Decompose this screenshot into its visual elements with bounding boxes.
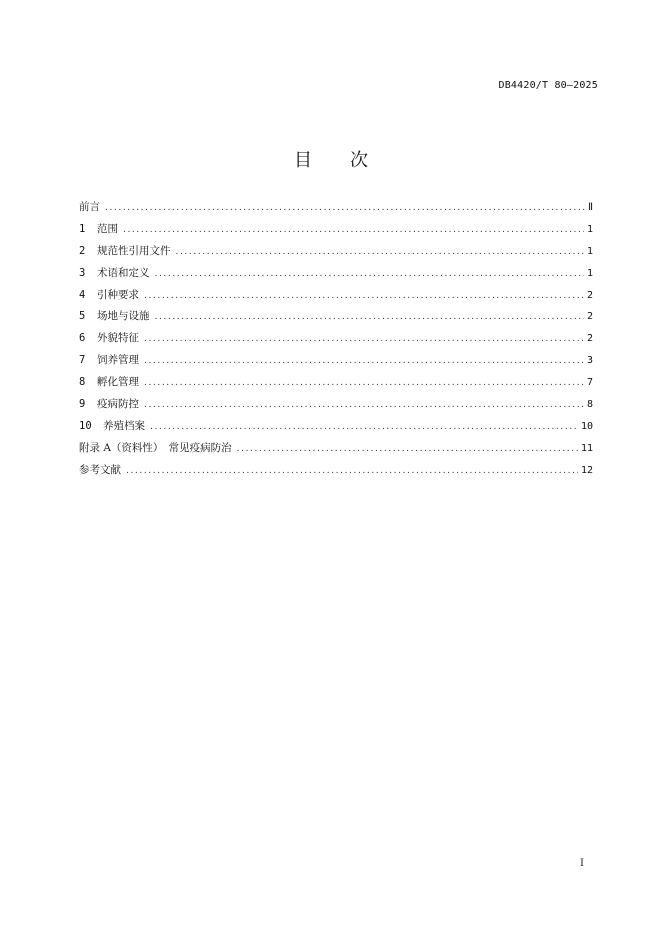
toc-leader-dots (105, 200, 585, 216)
toc-entry-number: 7 (79, 354, 86, 367)
toc-entry-scope[interactable] (79, 221, 593, 243)
toc-entry-number: 2 (79, 244, 86, 257)
toc-entry-page: 2 (586, 311, 593, 323)
toc-entry-label: 饲养管理 (97, 354, 139, 367)
toc-entry-feeding-management[interactable] (79, 352, 593, 374)
toc-title (0, 146, 662, 172)
toc-leader-dots (123, 222, 584, 238)
toc-leader-dots (150, 419, 578, 435)
toc-leader-dots (126, 463, 578, 479)
toc-entry-normative-references[interactable] (79, 243, 593, 265)
toc-entry-number: 4 (79, 288, 86, 301)
toc-entry-label: 养殖档案 (103, 419, 145, 432)
toc-entry-page: 2 (586, 333, 593, 345)
toc-entry-number: 8 (79, 376, 86, 389)
toc-entry-label: 参考文献 (79, 463, 121, 476)
toc-leader-dots (144, 288, 584, 304)
toc-entry-page: 11 (580, 442, 593, 454)
toc-entry-number: 6 (79, 332, 86, 345)
toc-leader-dots (176, 244, 584, 260)
toc-entry-site-facilities[interactable] (79, 308, 593, 330)
toc-entry-page: 1 (586, 267, 593, 279)
toc-entry-page: 8 (586, 399, 593, 411)
toc-entry-bibliography[interactable] (79, 462, 593, 484)
toc-list (79, 199, 593, 484)
toc-entry-page: 2 (586, 289, 593, 301)
toc-entry-disease-control[interactable] (79, 396, 593, 418)
toc-entry-page: 10 (580, 420, 593, 432)
toc-entry-label: 附录 A（资料性） 常见疫病防治 (79, 441, 232, 454)
toc-entry-label: 规范性引用文件 (97, 244, 171, 257)
toc-entry-label: 前言 (79, 201, 100, 213)
toc-entry-number: 10 (79, 419, 92, 432)
toc-entry-appendix-a[interactable] (79, 440, 593, 462)
toc-entry-page: 7 (586, 377, 593, 389)
toc-title-char-2: 次 (350, 150, 368, 171)
toc-entry-appearance[interactable] (79, 330, 593, 352)
toc-entry-number: 5 (79, 310, 86, 323)
toc-entry-breeding-records[interactable] (79, 418, 593, 440)
toc-entry-page: Ⅱ (588, 202, 593, 213)
toc-entry-number: 1 (79, 222, 86, 235)
toc-leader-dots (144, 353, 584, 369)
toc-entry-label: 外貌特征 (97, 332, 139, 345)
toc-title-char-1: 目 (294, 150, 312, 171)
toc-entry-label: 疫病防控 (97, 398, 139, 411)
toc-entry-page: 12 (580, 464, 593, 476)
toc-leader-dots (144, 331, 584, 347)
toc-entry-label: 范围 (97, 222, 118, 235)
toc-leader-dots (155, 266, 584, 282)
toc-entry-introduction-requirements[interactable] (79, 287, 593, 309)
toc-entry-page: 1 (586, 245, 593, 257)
toc-entry-number: 9 (79, 398, 86, 411)
toc-leader-dots (155, 309, 584, 325)
toc-leader-dots (237, 441, 578, 457)
toc-entry-page: 1 (586, 223, 593, 235)
toc-leader-dots (144, 397, 584, 413)
toc-entry-label: 术语和定义 (97, 266, 150, 279)
toc-entry-terms[interactable] (79, 265, 593, 287)
toc-entry-label: 引种要求 (97, 288, 139, 301)
toc-entry-number: 3 (79, 266, 86, 279)
toc-entry-label: 场地与设施 (97, 310, 150, 323)
toc-entry-foreword[interactable] (79, 199, 593, 221)
page-number: I (580, 858, 584, 869)
toc-entry-label: 孵化管理 (97, 376, 139, 389)
toc-entry-page: 3 (586, 355, 593, 367)
toc-leader-dots (144, 375, 584, 391)
document-code: DB4420/T 80—2025 (498, 80, 598, 91)
toc-entry-incubation-management[interactable] (79, 374, 593, 396)
